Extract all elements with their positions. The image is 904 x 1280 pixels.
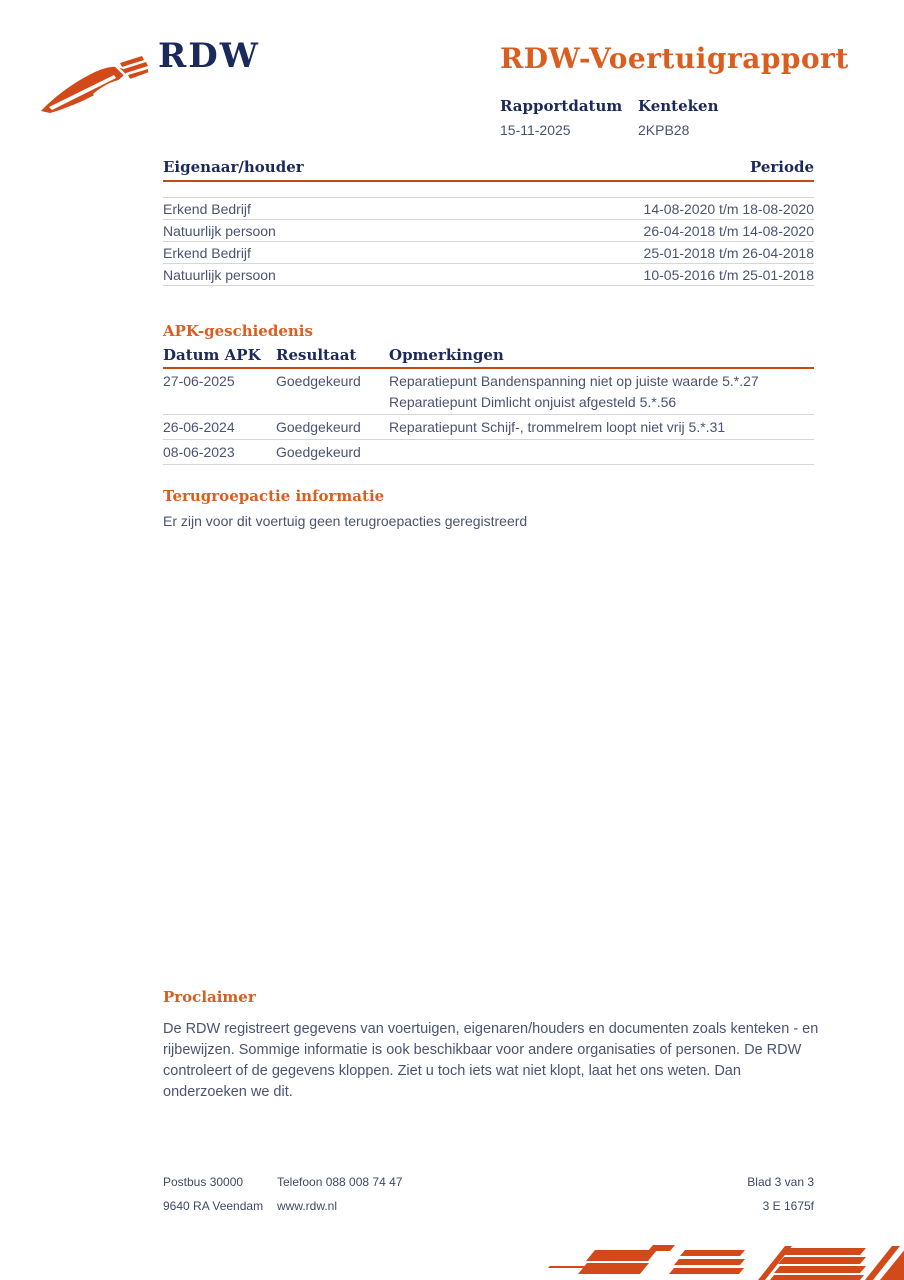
apk-remarks-column-header: Opmerkingen [389,346,504,364]
footer-website: www.rdw.nl [277,1199,338,1213]
owner-cell: Erkend Bedrijf [163,244,251,261]
table-row [163,242,814,264]
recall-section-text: Er zijn voor dit voertuig geen terugroepacties geregistreerd [163,513,528,529]
apk-history-section [163,322,814,465]
apk-remark-line: Reparatiepunt Bandenspanning niet op juiste waarde 5.*.27 [389,373,759,389]
period-column-header: Periode [749,158,814,176]
table-row [163,415,814,440]
recall-section [163,487,814,532]
owner-cell: Natuurlijk persoon [163,222,276,239]
period-cell: 14-08-2020 t/m 18-08-2020 [643,200,814,217]
report-date-value: 15-11-2025 [500,122,571,138]
apk-result-cell: Goedgekeurd [276,419,361,435]
apk-remark-line: Reparatiepunt Dimlicht onjuist afgesteld 5.*.56 [389,394,677,410]
owner-column-header: Eigenaar/houder [163,158,304,176]
footer-postbus: Postbus 30000 [163,1175,244,1189]
apk-section-title: APK-geschiedenis [163,322,313,340]
rdw-feather-icon [38,50,148,116]
proclaimer-text: De RDW registreert gegevens van voertuigen, eigenaren/houders en documenten zoals kenteken - en rijbewijzen. Sommige informatie is ook beschikbaar voor andere organisaties of personen. De RDW controleert of de gegevens kloppen. Ziet u toch iets wat niet klopt, laat het ons weten. Dan onderzoeken we dit. [163,1021,819,1100]
footer-page-indicator: Blad 3 van 3 [747,1175,814,1189]
apk-date-cell: 26-06-2024 [163,419,235,435]
owner-table [163,158,814,286]
owner-table-spacer-row [163,182,814,198]
table-row [163,440,814,465]
license-plate-block [638,97,776,138]
apk-result-cell: Goedgekeurd [276,373,361,389]
page-footer [163,1170,814,1218]
rdw-wordmark: RDW [158,36,260,76]
recall-section-title: Terugroepactie informatie [163,487,385,505]
report-date-label: Rapportdatum [500,97,623,115]
report-date-block [500,97,638,138]
apk-result-column-header: Resultaat [276,346,357,364]
period-cell: 26-04-2018 t/m 14-08-2020 [643,222,814,239]
apk-remarks-cell [389,371,814,413]
table-row [163,198,814,220]
footer-city: 9640 RA Veendam [163,1199,264,1213]
apk-date-cell: 27-06-2025 [163,373,235,389]
footer-phone: Telefoon 088 008 74 47 [277,1175,403,1189]
table-row [163,369,814,415]
license-plate-value: 2KPB28 [638,122,690,138]
apk-date-cell: 08-06-2023 [163,444,235,460]
footer-doc-code: 3 E 1675f [762,1199,814,1213]
period-cell: 25-01-2018 t/m 26-04-2018 [643,244,814,261]
apk-date-column-header: Datum APK [163,346,261,364]
apk-remark-line: Reparatiepunt Schijf-, trommelrem loopt niet vrij 5.*.31 [389,419,726,435]
table-row [163,264,814,286]
footer-contact-column [277,1170,747,1218]
apk-result-cell: Goedgekeurd [276,444,361,460]
owner-cell: Erkend Bedrijf [163,200,251,217]
period-cell: 10-05-2016 t/m 25-01-2018 [643,266,814,283]
apk-table-header [163,346,814,369]
document-title: RDW-Voertuigrapport [500,42,849,75]
owner-cell: Natuurlijk persoon [163,266,276,283]
report-meta [500,97,776,138]
rdw-stripes-graphic-icon [520,1236,904,1280]
table-row [163,220,814,242]
apk-remarks-cell [389,442,814,463]
proclaimer-section [163,988,821,1103]
footer-page-column [747,1170,814,1218]
proclaimer-title: Proclaimer [163,988,256,1006]
footer-address-column [163,1170,277,1218]
owner-table-header [163,158,814,182]
apk-remarks-cell [389,417,814,438]
license-plate-label: Kenteken [638,97,719,115]
